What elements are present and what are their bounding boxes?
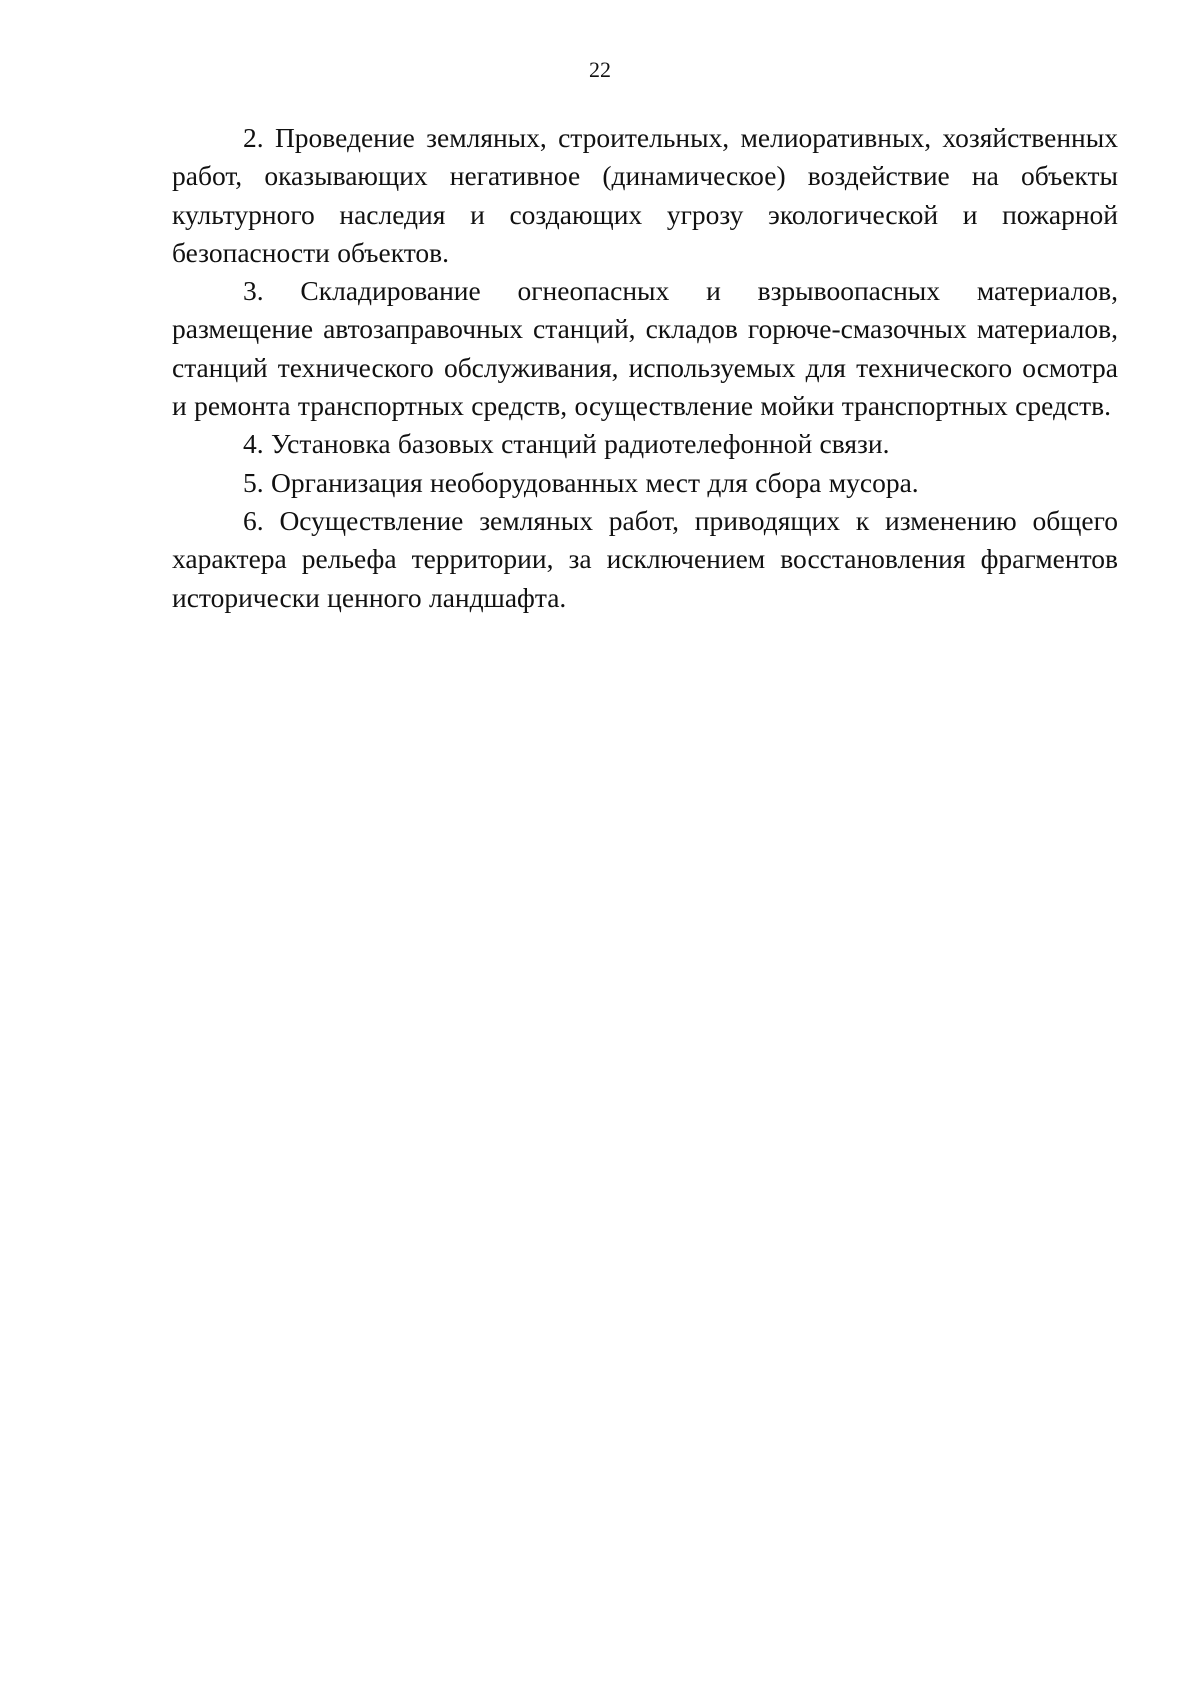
page-number: 22 xyxy=(589,57,611,82)
paragraph-item-4: 4. Установка базовых станций радиотелефонной связи. xyxy=(243,428,890,460)
paragraph-item-2: 2. Проведение земляных, строительных, мелиоративных, хозяйственных работ, оказывающих негативное (динамическое) воздействие на объекты культурного наследия и создающих угрозу экологической и пожарной безопасности объектов. xyxy=(172,122,1118,268)
paragraph-item-5: 5. Организация необорудованных мест для сбора мусора. xyxy=(243,466,919,498)
body-text xyxy=(172,119,1118,617)
paragraph-item-3: 3. Складирование огнеопасных и взрывоопасных материалов, размещение автозаправочных станций, складов горюче-смазочных материалов, станций технического обслуживания, используемых для технического осмотра и ремонта транспортных средств, осуществление мойки транспортных средств. xyxy=(172,275,1118,422)
paragraph-item-6: 6. Осуществление земляных работ, приводящих к изменению общего характера рельефа территории, за исключением восстановления фрагментов исторически ценного ландшафта. xyxy=(172,504,1118,613)
